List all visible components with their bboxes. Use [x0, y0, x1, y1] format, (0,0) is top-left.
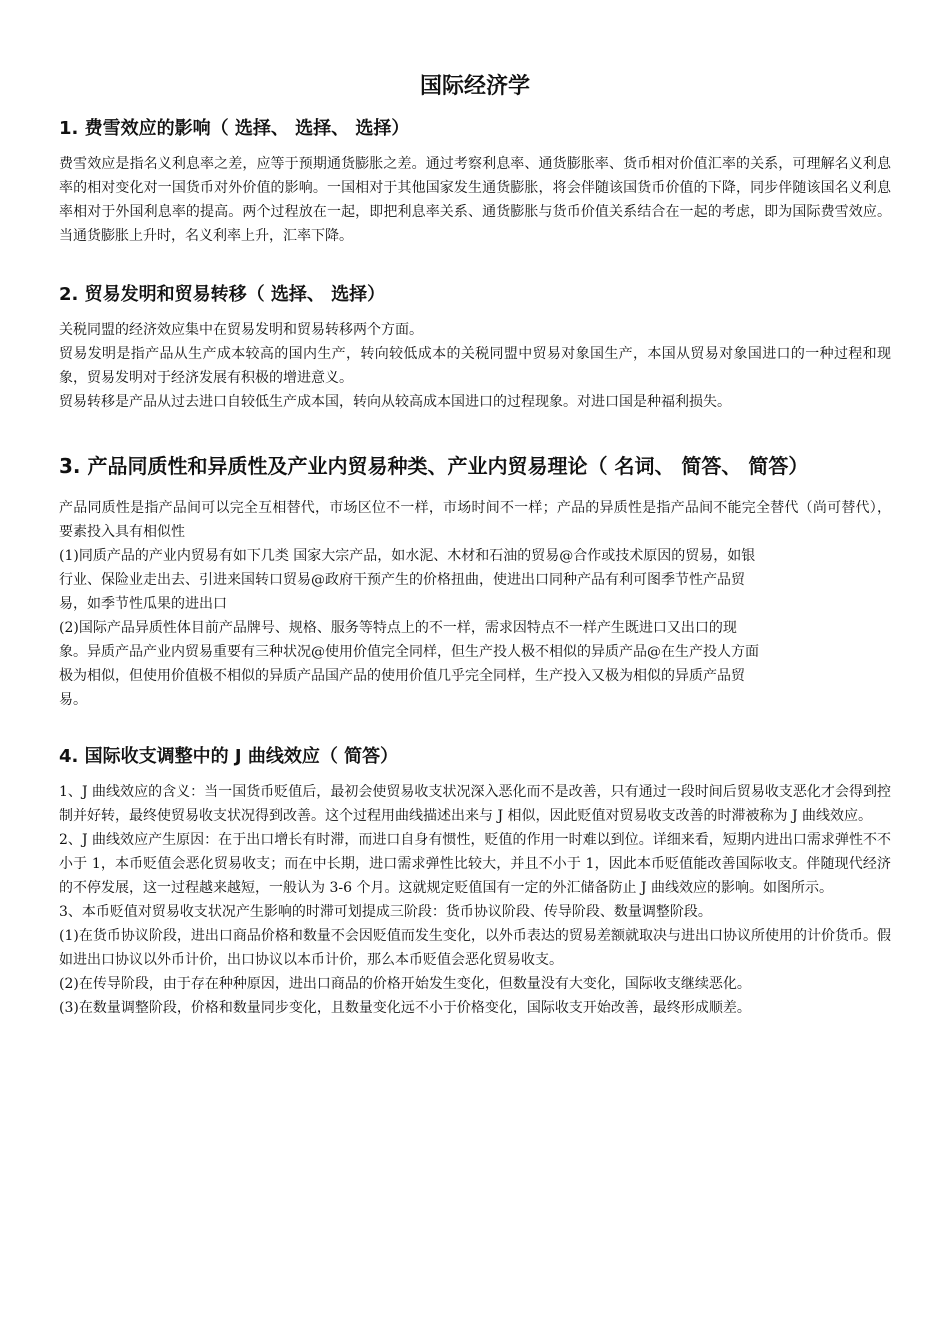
- section-4-paragraph: (2)在传导阶段，由于存在种种原因，进出口商品的价格开始发生变化，但数量没有大变化，国际收支继续恶化。: [59, 976, 751, 992]
- section-4-heading: 4. 国际收支调整中的 J 曲线效应（ 简答）: [59, 746, 399, 767]
- section-3-paragraph: 产品同质性是指产品间可以完全互相替代，市场区位不一样，市场时间不一样；产品的异质性是指产品间不能完全替代（尚可替代），要素投入具有相似性: [59, 500, 891, 540]
- section-2: [59, 280, 891, 414]
- section-3-heading: 3. 产品同质性和异质性及产业内贸易种类、产业内贸易理论（ 名词、 简答、 简答）: [59, 454, 809, 478]
- section-3-paragraph: (2)国际产品异质性体目前产品牌号、规格、服务等特点上的不一样，需求因特点不一样产生既进口又出口的现象。异质产品产业内贸易重要有三种状况@使用价值完全同样，但生产投人极不相似的异质产品@在生产投人方面极为相似，但使用价值极不相似的异质产品国产品的使用价值几乎完全同样，生产投入又极为相似的异质产品贸易。: [59, 620, 759, 708]
- section-1-heading: 1. 费雪效应的影响（ 选择、 选择、 选择）: [59, 118, 410, 139]
- section-4-paragraph: 3、本币贬值对贸易收支状况产生影响的时滞可划提成三阶段：货币协议阶段、传导阶段、数量调整阶段。: [59, 904, 712, 920]
- section-3-paragraph: (1)同质产品的产业内贸易有如下几类 国家大宗产品，如水泥、木材和石油的贸易@合作或技术原因的贸易，如银行业、保险业走出去、引进来国转口贸易@政府干预产生的价格扭曲，使进出口同种产品有利可图季节性产品贸易，如季节性瓜果的进出口: [59, 548, 756, 612]
- section-1-paragraph: 费雪效应是指名义利息率之差，应等于预期通货膨胀之差。通过考察利息率、通货膨胀率、货币相对价值汇率的关系，可理解名义利息率的相对变化对一国货币对外价值的影响。一国相对于其他国家发生通货膨胀，将会伴随该国货币价值的下降，同步伴随该国名义利息率相对于外国利息率的提高。两个过程放在一起，即把利息率关系、通货膨胀与货币价值关系结合在一起的考虑，即为国际费雪效应。当通货膨胀上升时，名义利率上升，汇率下降。: [59, 156, 891, 244]
- section-2-paragraph: 贸易转移是产品从过去进口自较低生产成本国，转向从较高成本国进口的过程现象。对进口国是种福利损失。: [59, 394, 731, 410]
- section-4-paragraph: 2、J 曲线效应产生原因：在于出口增长有时滞，而进口自身有惯性，贬值的作用一时难以到位。详细来看，短期内进出口需求弹性不不小于 1，本币贬值会恶化贸易收支；而在中长期，进口需求弹性比较大，并且不小于 1，因此本币贬值能改善国际收支。伴随现代经济的不停发展，这一过程越来越短，一般认为 3-6 个月。这就规定贬值国有一定的外汇储备防止 J 曲线效应的影响。如图所示。: [59, 832, 891, 896]
- section-4: [59, 742, 891, 1020]
- section-4-paragraph: (1)在货币协议阶段，进出口商品价格和数量不会因贬值而发生变化，以外币表达的贸易差额就取决与进出口协议所使用的计价货币。假如进出口协议以外币计价，出口协议以本币计价，那么本币贬值会恶化贸易收支。: [59, 928, 891, 968]
- section-1: [59, 114, 891, 248]
- document-title: 国际经济学: [419, 74, 530, 99]
- section-2-paragraph: 贸易发明是指产品从生产成本较高的国内生产，转向较低成本的关税同盟中贸易对象国生产，本国从贸易对象国进口的一种过程和现象，贸易发明对于经济发展有积极的增进意义。: [59, 346, 891, 386]
- section-4-paragraph: (3)在数量调整阶段，价格和数量同步变化，且数量变化远不小于价格变化，国际收支开始改善，最终形成顺差。: [59, 1000, 751, 1016]
- section-2-heading: 2. 贸易发明和贸易转移（ 选择、 选择）: [59, 284, 386, 305]
- section-4-paragraph: 1、J 曲线效应的含义：当一国货币贬值后，最初会使贸易收支状况深入恶化而不是改善，只有通过一段时间后贸易收支恶化才会得到控制并好转，最终使贸易收支状况得到改善。这个过程用曲线描述出来与 J 相似，因此贬值对贸易收支改善的时滞被称为 J 曲线效应。: [59, 784, 891, 824]
- section-3: [59, 440, 891, 712]
- document-page: [59, 70, 891, 1042]
- section-2-paragraph: 关税同盟的经济效应集中在贸易发明和贸易转移两个方面。: [59, 322, 423, 338]
